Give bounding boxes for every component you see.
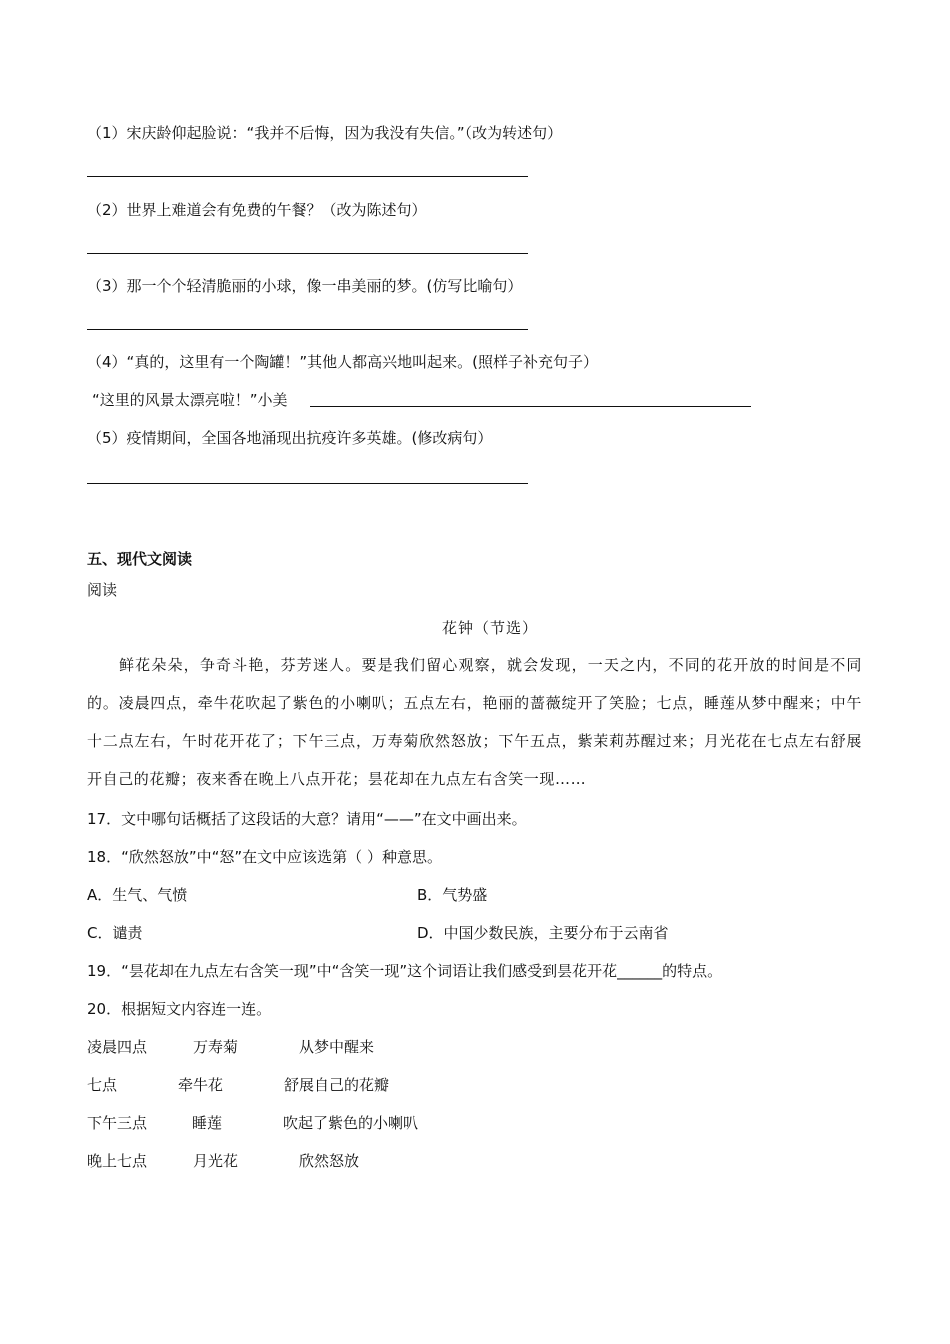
match-flower-1[interactable]: 万寿菊: [193, 1038, 239, 1056]
question-17: 17．文中哪句话概括了这段话的大意？请用“——”在文中画出来。: [87, 810, 527, 828]
option-c[interactable]: C．谴责: [87, 924, 143, 942]
question-20: 20．根据短文内容连一连。: [87, 1000, 272, 1018]
match-time-2[interactable]: 七点: [87, 1076, 118, 1094]
match-flower-3[interactable]: 睡莲: [192, 1114, 223, 1132]
question-19: 19．“昙花却在九点左右含笑一现”中“含笑一现”这个词语让我们感受到昙花开花______的特点。: [87, 962, 723, 980]
option-a[interactable]: A．生气、气愤: [87, 886, 188, 904]
answer-line-5[interactable]: [87, 483, 528, 484]
passage-text: 鲜花朵朵，争奇斗艳，芬芳迷人。要是我们留心观察，就会发现，一天之内，不同的花开放的时间是不同的。凌晨四点，牵牛花吹起了紫色的小喇叭；五点左右，艳丽的蔷薇绽开了笑脸；七点，睡莲从梦中醒来；中午十二点左右，午时花开花了；下午三点，万寿菊欣然怒放；下午五点，紫茉莉苏醒过来；月光花在七点左右舒展开自己的花瓣；夜来香在晚上八点开花；昙花却在九点左右含笑一现……: [87, 656, 862, 788]
question-5-text: （5）疫情期间，全国各地涌现出抗疫许多英雄。(修改病句）: [87, 429, 493, 447]
match-flower-2[interactable]: 牵牛花: [178, 1076, 224, 1094]
passage-title: 花钟（节选）: [442, 619, 539, 637]
question-3-text: （3）那一个个轻清脆丽的小球，像一串美丽的梦。(仿写比喻句）: [87, 277, 523, 295]
match-flower-4[interactable]: 月光花: [193, 1152, 239, 1170]
answer-line-1[interactable]: [87, 176, 528, 177]
answer-line-4[interactable]: [310, 406, 751, 407]
question-4-text: （4）“真的，这里有一个陶罐！”其他人都高兴地叫起来。(照样子补充句子）: [87, 353, 598, 371]
match-action-2[interactable]: 舒展自己的花瓣: [284, 1076, 390, 1094]
match-action-4[interactable]: 欣然怒放: [299, 1152, 360, 1170]
option-b[interactable]: B．气势盛: [417, 886, 488, 904]
match-action-1[interactable]: 从梦中醒来: [299, 1038, 375, 1056]
answer-line-3[interactable]: [87, 329, 528, 330]
question-2-text: （2）世界上难道会有免费的午餐？（改为陈述句）: [87, 201, 427, 219]
match-action-3[interactable]: 吹起了紫色的小喇叭: [283, 1114, 419, 1132]
answer-line-2[interactable]: [87, 253, 528, 254]
question-4-example: “这里的风景太漂亮啦！”小美: [92, 391, 288, 409]
match-time-3[interactable]: 下午三点: [87, 1114, 148, 1132]
question-18: 18．“欣然怒放”中“怒”在文中应该选第（ ）种意思。: [87, 848, 442, 866]
option-d[interactable]: D．中国少数民族，主要分布于云南省: [417, 924, 669, 942]
match-time-1[interactable]: 凌晨四点: [87, 1038, 148, 1056]
question-1-text: （1）宋庆龄仰起脸说：“我并不后悔，因为我没有失信。”（改为转述句）: [87, 124, 563, 142]
match-time-4[interactable]: 晚上七点: [87, 1152, 148, 1170]
section-heading: 五、现代文阅读: [87, 550, 193, 568]
section-intro: 阅读: [87, 581, 118, 599]
